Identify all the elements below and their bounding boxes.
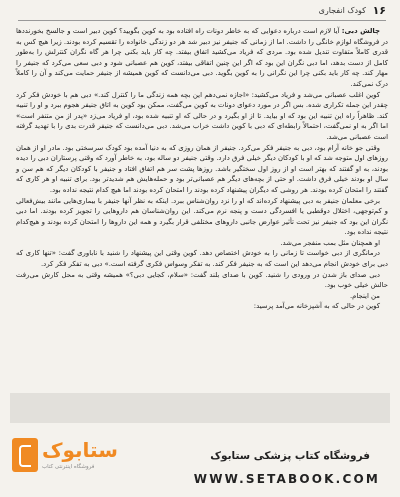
highlight-band bbox=[10, 393, 390, 423]
setabook-logo[interactable] bbox=[12, 438, 122, 476]
paragraph-text: کوین اغلب عصبانی می‌شد و فریاد می‌کشید: «اجازه نمی‌دهم این بچه همه زندگی ما را کنترل کند.» دبی هم با خودش فکر کرد چقدر این جمله تکراری شده. بس اگر در مورد دعوای دونات به کوین می‌گفت، ممکن بود کوین به اتاق جنیفر هجوم ببرد و او را تنبیه کند. ظاهراً راه این تنبیه این بود که او بیاید. تا از او بگیرد و در حالی که او تنبیه شده بود، او فریاد می‌زد «پدر از من متنفر است» اما اگر به او نمی‌گفت، احتمالاً رابطه‌ای که دبی با کوین داشت خراب می‌شد. دبی می‌دانست که جنیفر قدرت بدی را با تهدید گرفته است عصبانی می‌شد. bbox=[16, 90, 388, 141]
page-header bbox=[18, 4, 386, 21]
paragraph bbox=[16, 301, 388, 312]
paragraph-text: کوین در حالی که به آشپزخانه می‌آمد پرسید: bbox=[253, 302, 380, 311]
paragraph bbox=[16, 196, 388, 238]
logo-subtitle: فروشگاه اینترنتی کتاب bbox=[42, 464, 95, 470]
store-name: فروشگاه کتاب پزشکی ستابوک bbox=[210, 450, 370, 462]
paragraph-text: برخی معلمان جنیفر به دبی پیشنهاد کرده‌اند که او را نزد روان‌شناس ببرد. اینکه به نظر آنها جنیفر با بیماری‌هایی مانند بیش‌فعالی و کم‌توجهی، اختلال دوقطبی یا افسردگی دست و پنجه نرم می‌کند. این روان‌شناسان هم داروهایی را تجویز کرده بودند. اما دبی نگران این بود که جنیفر نیز تحت تأثیر عوارض جانبی داروهای مختلفی قرار بگیرد و همه این دارو‌ها را امتحان کرده بودند و هیچ‌کدام نتیجه نداده بود. bbox=[16, 196, 388, 237]
logo-mark-icon bbox=[12, 438, 38, 472]
paragraph bbox=[16, 143, 388, 196]
store-url-link[interactable]: WWW.SETABOOK.COM bbox=[193, 472, 380, 486]
paragraph-text: من اینجام. bbox=[349, 291, 380, 300]
paragraph-text: دبی صدای باز شدن در ورودی را شنید. کوین با صدای بلند گفت: «سلام، کجایی دبی؟» همیشه وقتی به محل کارش می‌رفت حالش خیلی خوب بود. bbox=[16, 270, 388, 290]
page-number: ۱۶ bbox=[372, 4, 386, 17]
paragraph bbox=[16, 291, 388, 302]
body-text bbox=[16, 26, 388, 312]
paragraph bbox=[16, 248, 388, 269]
paragraph-lead: چالش دبی: bbox=[341, 27, 380, 35]
paragraph bbox=[16, 90, 388, 143]
paragraph bbox=[16, 26, 388, 90]
paragraph bbox=[16, 270, 388, 291]
paragraph bbox=[16, 238, 388, 249]
watermark-footer bbox=[0, 430, 400, 497]
paragraph-text: او همچنان مثل بمب منفجر می‌شد. bbox=[280, 238, 380, 247]
paragraph-text: وقتی جو خانه آرام بود، دبی به جنیفر فکر می‌کرد. جنیفر از همان روزی که به دنیا آمده بود کودک سرسختی بود. مادر او از همان روزهای اول متوجه شد که او با کودکان دیگر خیلی فرق دارد. وقتی جنیفر دو ساله بود، به خاطر آورد که وقتی پرستاران دبی را دیده بودند، به او گفتند که بهتر است او از روز اول سختگیر باشد. روزها پشت سر هم اتفاق افتاد و جنیفر با کودکان دیگر که هم سن و سال او بودند خیلی فرق داشت. او حتی از بچه‌های دیگر هم عصبانی‌تر بود و حمله‌هایش هم شدیدتر بود. برای تنبیه او هر کاری که گفتند را امتحان کرده بودند. هر روشی که دیگران پیشنهاد کرده بودند را امتحان کرده بودند اما هیچ کدام نتیجه نداده بود. bbox=[16, 143, 388, 194]
paragraph-text: آیا لازم است درباره دعوایی که به خاطر دونات راه افتاده بود به کوین بگویید؟ کوین دبیر است و جالسخ بخورنددها در فروشگاه لوازم خانگی را داشت. اما از زمانی که جنیفر نیز دبیر شد هر دو زندگی خانواده را تقسیم کرده بودند. زیرا هیچ کس به قدری کاملاً متفاوت تندیل شده بود. مردی که فریاد می‌کشید اتفاق بیفتد. چه کار باید بکنی چرا هر گاه نگران کنترلش را به‌طور کامل از دست بدهد، اما دبی نگران این بود که اگر این چنین اتفاقی بیفتد، کوین هم عصبانی شود و دبی سعی می‌کرد که جنیفر را مهار کند. چه کار باید بکنی چرا این نگرانی را به کوین بگوید. دبی می‌دانست که کوین همیشه از جنیفر حمایت می‌کند و آن را کاملاً درک نمی‌کند. bbox=[16, 27, 388, 88]
paragraph-text: درمانگری از دبی خواست تا زمانی را به خودش اختصاص دهد. کوین وقتی این پیشنهاد را شنید با ناباوری گفت: «تنها کاری که دبی برای خودش انجام می‌دهد این است که به جنیفر فکر کند. به تفکر وسواس فکری گرفته است.» دبی به تفکر فکر کرد. bbox=[16, 249, 388, 269]
logo-wordmark: ستابوک bbox=[42, 438, 118, 462]
running-title: کودک انفجاری bbox=[318, 6, 366, 15]
